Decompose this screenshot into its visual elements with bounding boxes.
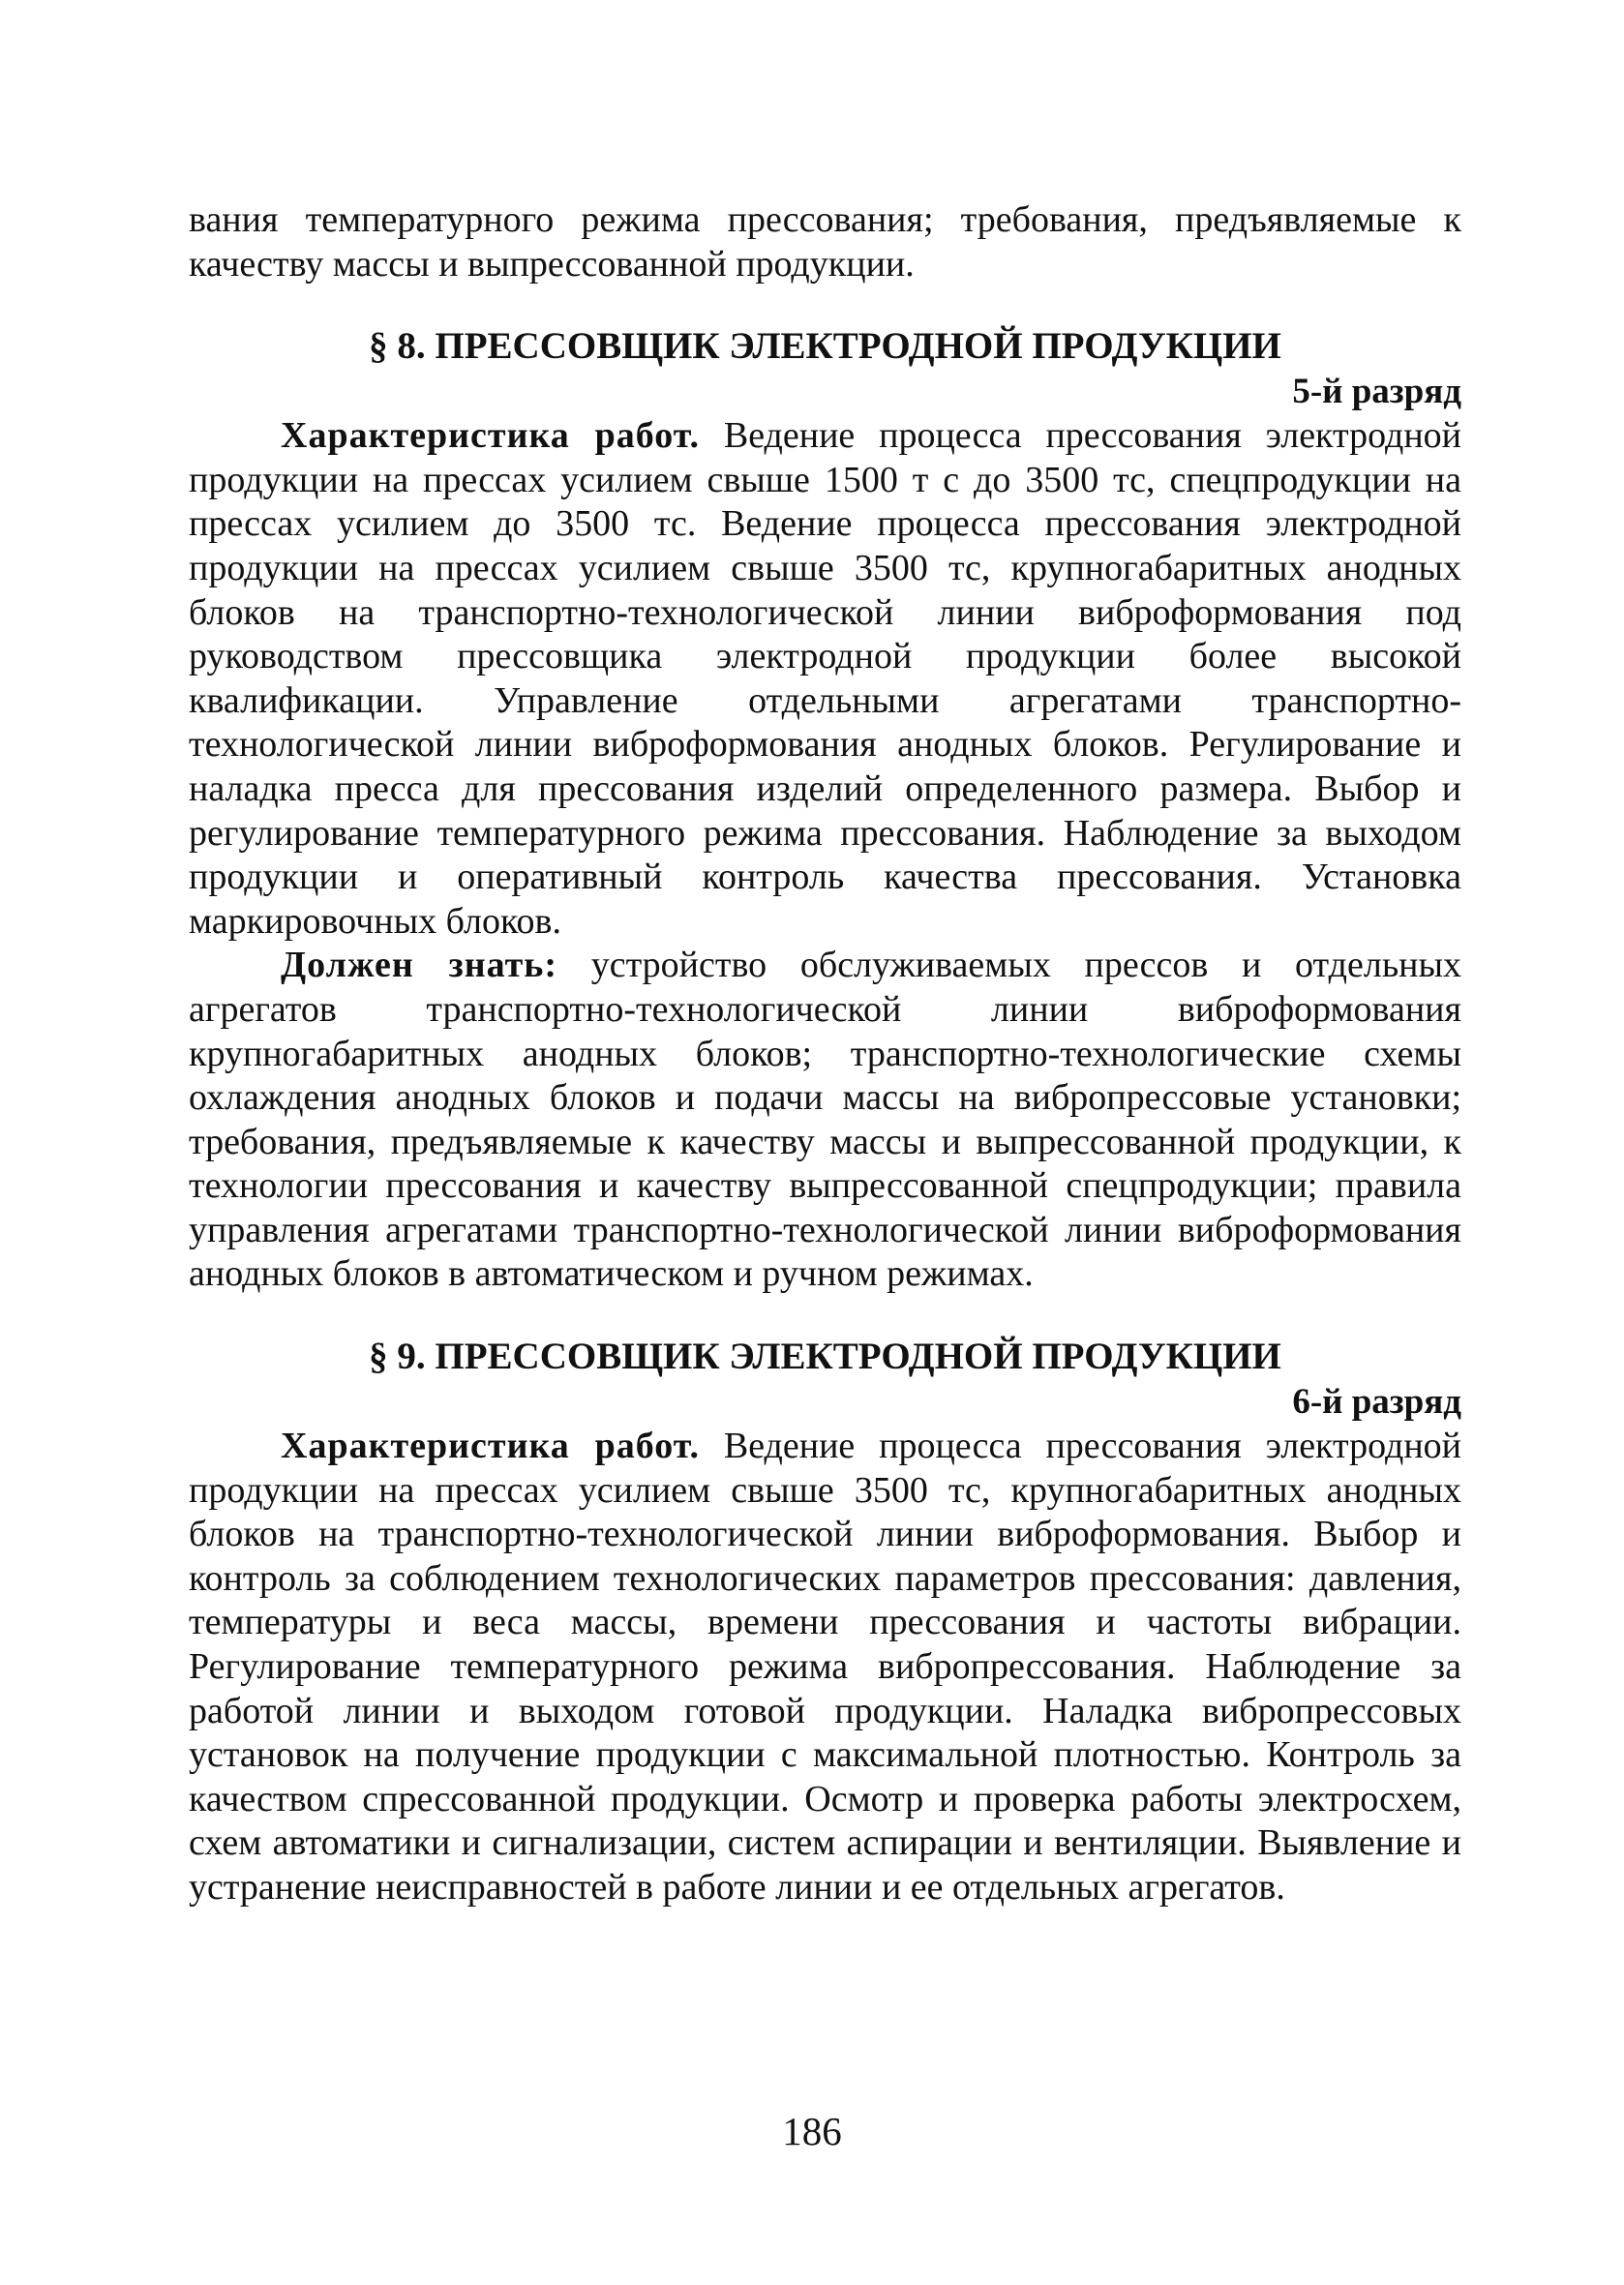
continuation-paragraph: вания температурного режима прессования; требования, предъявляемые к качеству массы и выпрессованной продукции. — [189, 199, 1461, 285]
section-8-must-know — [189, 944, 1461, 1297]
page-number: 186 — [782, 2109, 842, 2153]
section-8-work-characteristics — [189, 414, 1461, 944]
document-body — [189, 198, 1461, 1910]
work-characteristics-label: Характеристика работ. — [281, 415, 701, 457]
must-know-label: Должен знать: — [281, 945, 558, 986]
must-know-text: устройство обслуживаемых прессов и отдельных агрегатов транспортно-технологической линии виброформования крупногабаритных анодных блоков; транспортно-технологические схемы охлаждения анодных блоков и подачи массы на вибропрессовые установки; требования, предъявляемые к качеству массы и выпрессованной продукции, к технологии прессования и качеству выпрессованной спецпродукции; правила управления агрегатами транспортно-технологической линии виброформования анодных блоков в автоматическом и ручном режимах. — [189, 945, 1462, 1295]
section-8-grade: 5-й разряд — [1292, 372, 1461, 412]
section-9-work-characteristics — [189, 1425, 1461, 1910]
section-9-heading: § 9. ПРЕССОВЩИК ЭЛЕКТРОДНОЙ ПРОДУКЦИИ — [369, 1336, 1281, 1378]
work-characteristics-label: Характеристика работ. — [281, 1426, 701, 1467]
section-9-grade: 6-й разряд — [1292, 1382, 1461, 1423]
work-characteristics-text: Ведение процесса прессования электродной продукции на прессах усилием свыше 1500 т с до 3500 тс, спецпродукции на прессах усилием до 3500 тс. Ведение процесса прессования электродной продукции на прессах усилием свыше 3500 тс, крупногабаритных анодных блоков на транспортно-технологической линии виброформования под руководством прессовщика электродной продукции более высокой квалификации. Управление отдельными агрегатами транспортно-технологической линии виброформования анодных блоков. Регулирование и наладка пресса для прессования изделий определенного размера. Выбор и регулирование температурного режима прессования. Наблюдение за выходом продукции и оперативный контроль качества прессования. Установка маркировочных блоков. — [189, 415, 1462, 942]
section-8-heading: § 8. ПРЕССОВЩИК ЭЛЕКТРОДНОЙ ПРОДУКЦИИ — [369, 325, 1281, 368]
work-characteristics-text: Ведение процесса прессования электродной продукции на прессах усилием свыше 3500 тс, крупногабаритных анодных блоков на транспортно-технологической линии виброформования. Выбор и контроль за соблюдением технологических параметров прессования: давления, температуры и веса массы, времени прессования и частоты вибрации. Регулирование температурного режима вибропрессования. Наблюдение за работой линии и выходом готовой продукции. Наладка вибропрессовых установок на получение продукции с максимальной плотностью. Контроль за качеством спрессованной продукции. Осмотр и проверка работы электросхем, схем автоматики и сигнализации, систем аспирации и вентиляции. Выявление и устранение неисправностей в работе линии и ее отдельных агрегатов. — [189, 1426, 1462, 1908]
